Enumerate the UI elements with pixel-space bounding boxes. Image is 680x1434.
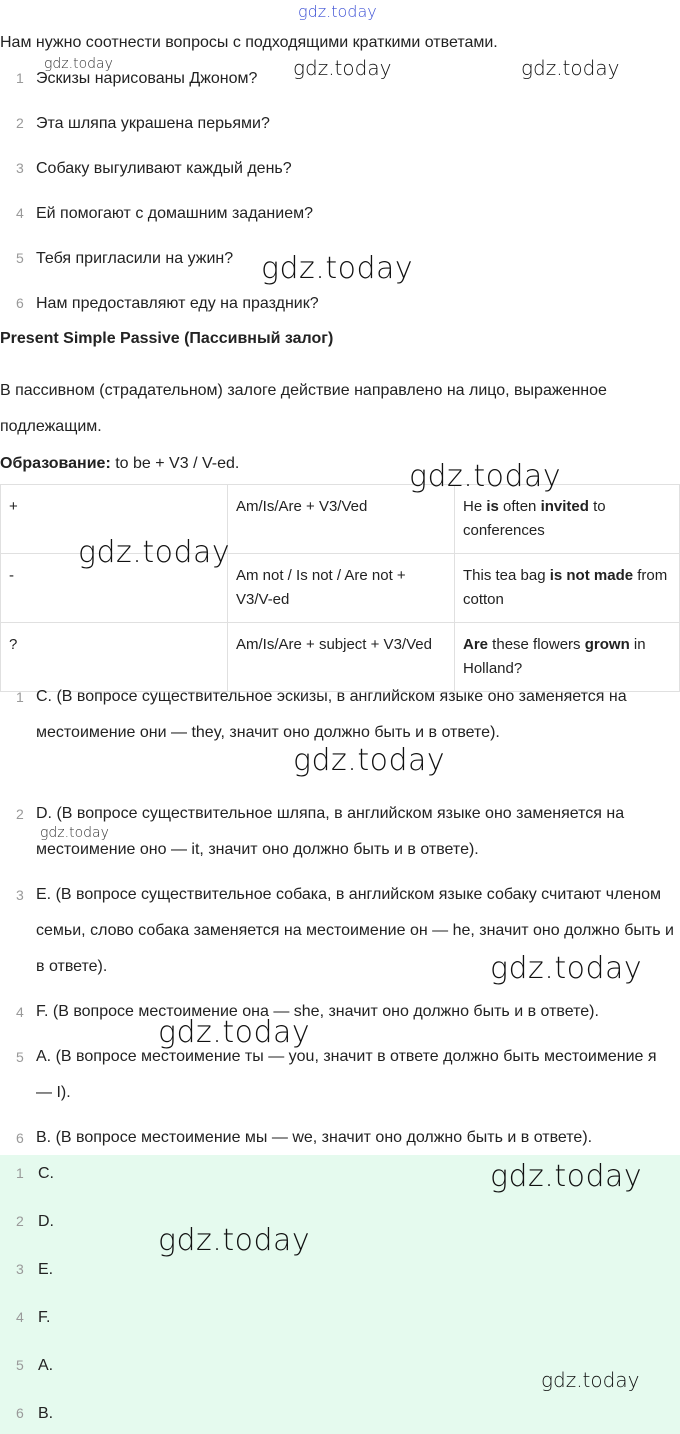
- item-text: C. (В вопросе существительное эскизы, в английском языке оно заменяется на местоимение они — they, значит оно должно быть и в ответе).: [36, 688, 627, 741]
- example-bold-text: is: [486, 498, 499, 515]
- item-number: 1: [16, 70, 24, 86]
- item-number: 4: [16, 205, 24, 221]
- item-number: 5: [16, 1357, 24, 1373]
- watermark: gdz.today: [78, 535, 231, 570]
- item-number: 6: [16, 1130, 24, 1146]
- item-number: 4: [16, 1004, 24, 1020]
- grammar-table: [0, 484, 680, 692]
- item-text: Нам предоставляют еду на праздник?: [36, 295, 319, 312]
- example-bold-text: is not made: [549, 567, 634, 584]
- sign-cell: -: [1, 554, 228, 623]
- pattern-cell: Am/Is/Are + V3/Ved: [228, 485, 455, 554]
- item-text: D. (В вопросе существительное шляпа, в английском языке оно заменяется на местоимение оно — it, значит оно должно быть и в ответе).: [36, 805, 625, 858]
- formation-formula: to be + V3 / V-ed.: [110, 455, 240, 472]
- example-text: often: [498, 498, 541, 515]
- pattern-cell: Am not / Is not / Are not + V3/V-ed: [228, 554, 455, 623]
- item-text: A.: [38, 1357, 54, 1374]
- item-text: Ей помогают с домашним заданием?: [36, 205, 313, 222]
- sign-cell: ?: [1, 623, 228, 692]
- watermark: gdz.today: [293, 56, 392, 80]
- example-bold-text: grown: [584, 636, 630, 653]
- item-number: 5: [16, 1049, 24, 1065]
- example-text: in Holland?: [463, 636, 646, 677]
- item-number: 4: [16, 1309, 24, 1325]
- example-bold-text: Are: [463, 636, 489, 653]
- item-text: F. (В вопросе местоимение она — she, значит оно должно быть и в ответе).: [36, 1003, 599, 1020]
- item-text: B. (В вопросе местоимение мы — we, значит оно должно быть и в ответе).: [36, 1129, 593, 1146]
- example-text: He: [463, 498, 487, 515]
- watermark: gdz.today: [40, 825, 109, 841]
- watermark: gdz.today: [521, 56, 620, 80]
- final-answers-box: [0, 1155, 680, 1434]
- item-text: Тебя пригласили на ужин?: [36, 250, 234, 267]
- example-text: to conferences: [463, 498, 606, 539]
- item-number: 6: [16, 1405, 24, 1421]
- item-number: 5: [16, 250, 24, 266]
- watermark: gdz.today: [158, 1015, 311, 1050]
- item-text: Собаку выгуливают каждый день?: [36, 160, 292, 177]
- item-text: Эта шляпа украшена перьями?: [36, 115, 270, 132]
- item-text: Эскизы нарисованы Джоном?: [36, 70, 258, 87]
- watermark: gdz.today: [409, 459, 562, 494]
- watermark: gdz.today: [44, 56, 113, 72]
- watermark: gdz.today: [541, 1368, 640, 1392]
- example-text: from cotton: [463, 567, 668, 608]
- formation-line: [0, 455, 239, 473]
- example-cell: [455, 485, 680, 554]
- item-number: 3: [16, 160, 24, 176]
- example-bold-text: invited: [540, 498, 589, 515]
- item-text: F.: [38, 1309, 51, 1326]
- item-number: 2: [16, 806, 24, 822]
- rule-paragraph: В пассивном (страдательном) залоге действие направлено на лицо, выраженное подлежащим.: [0, 382, 607, 435]
- item-number: 1: [16, 1165, 24, 1181]
- watermark: gdz.today: [490, 951, 643, 986]
- watermark: gdz.today: [298, 2, 377, 21]
- pattern-cell: Am/Is/Are + subject + V3/Ved: [228, 623, 455, 692]
- item-text: E.: [38, 1261, 54, 1278]
- example-text: these flowers: [488, 636, 585, 653]
- item-text: D.: [38, 1213, 54, 1230]
- example-cell: [455, 554, 680, 623]
- intro-text: Нам нужно соотнести вопросы с подходящими краткими ответами.: [0, 34, 498, 51]
- formation-label: Образование:: [0, 455, 111, 472]
- item-number: 1: [16, 689, 24, 705]
- watermark: gdz.today: [490, 1159, 643, 1194]
- item-text: B.: [38, 1405, 54, 1422]
- item-text: C.: [38, 1165, 54, 1182]
- watermark: gdz.today: [261, 251, 414, 286]
- watermark: gdz.today: [293, 743, 446, 778]
- section-heading: Present Simple Passive (Пассивный залог): [0, 330, 334, 347]
- item-number: 3: [16, 887, 24, 903]
- item-number: 2: [16, 115, 24, 131]
- item-number: 6: [16, 295, 24, 311]
- item-number: 2: [16, 1213, 24, 1229]
- item-text: E. (В вопросе существительное собака, в английском языке собаку считают членом семьи, слово собака заменяется на местоимение он — he, значит оно должно быть и в ответе).: [36, 886, 674, 975]
- sign-cell: +: [1, 485, 228, 554]
- item-number: 3: [16, 1261, 24, 1277]
- example-text: This tea bag: [463, 567, 550, 584]
- watermark: gdz.today: [158, 1223, 311, 1258]
- item-text: A. (В вопросе местоимение ты — you, значит в ответе должно быть местоимение я — I).: [36, 1048, 657, 1101]
